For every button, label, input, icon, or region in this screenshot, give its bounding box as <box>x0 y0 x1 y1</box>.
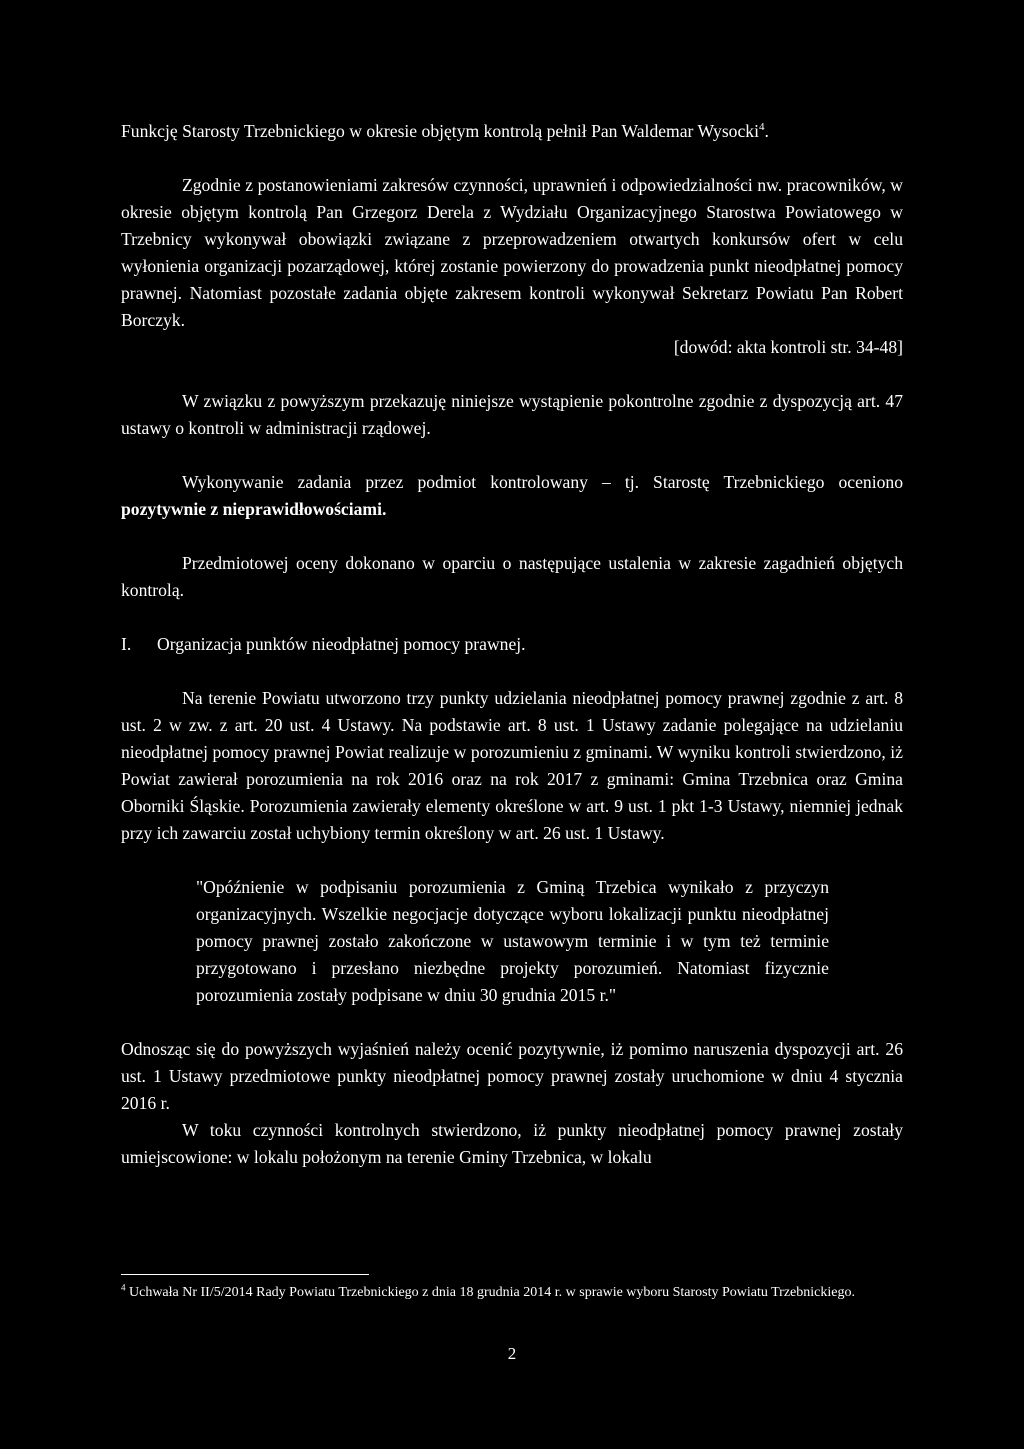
section-number: I. <box>121 634 132 654</box>
paragraph-responsibilities: Zgodnie z postanowieniami zakresów czynności, uprawnień i odpowiedzialności nw. pracowników, w okresie objętym kontrolą Pan Grzegorz Derela z Wydziału Organizacyjnego Starostwa Powiatowego w Trzebnicy wykonywał obowiązki związane z przeprowadzeniem otwartych konkursów ofert w celu wyłonienia organizacji pozarządowej, której zostanie powierzony do prowadzenia punkt nieodpłatnej pomocy prawnej. Natomiast pozostałe zadania objęte zakresem kontroli wykonywał Sekretarz Powiatu Pan Robert Borczyk. <box>121 175 903 330</box>
footnote-number: 4 <box>121 1282 126 1293</box>
footnote-text: Uchwała Nr II/5/2014 Rady Powiatu Trzebnickiego z dnia 18 grudnia 2014 r. w sprawie wyboru Starosty Powiatu Trzebnickiego. <box>129 1285 855 1300</box>
page-number: 2 <box>507 1344 517 1363</box>
paragraph-starosta-text: Funkcję Starosty Trzebnickiego w okresie objętym kontrolą pełnił Pan Waldemar Wysocki <box>121 121 759 141</box>
section-title: Organizacja punktów nieodpłatnej pomocy prawnej. <box>157 634 526 654</box>
paragraph-location: W toku czynności kontrolnych stwierdzono, iż punkty nieodpłatnej pomocy prawnej zostały umiejscowione: w lokalu położonym na terenie Gminy Trzebnica, w lokalu <box>121 1120 903 1167</box>
paragraph-assessment <box>121 469 903 523</box>
assessment-text: Wykonywanie zadania przez podmiot kontrolowany – tj. Starostę Trzebnickiego oceniono <box>182 472 903 492</box>
paragraph-starosta <box>121 118 903 145</box>
section-heading <box>121 631 903 658</box>
footnotes <box>121 1274 903 1303</box>
footnote-item <box>121 1283 903 1303</box>
paragraph-basis: Przedmiotowej oceny dokonano w oparciu o następujące ustalenia w zakresie zagadnień objętych kontrolą. <box>121 553 903 600</box>
paragraph-transmission: W związku z powyższym przekazuję niniejsze wystąpienie pokontrolne zgodnie z dyspozycją art. 47 ustawy o kontroli w administracji rządowej. <box>121 391 903 438</box>
footnote-divider <box>121 1274 369 1275</box>
paragraph-points: Na terenie Powiatu utworzono trzy punkty udzielania nieodpłatnej pomocy prawnej zgodnie z art. 8 ust. 2 w zw. z art. 20 ust. 4 Ustawy. Na podstawie art. 8 ust. 1 Ustawy zadanie polegające na udzielaniu nieodpłatnej pomocy prawnej Powiat realizuje w porozumieniu z gminami. W wyniku kontroli stwierdzono, iż Powiat zawierał porozumienia na rok 2016 oraz na rok 2017 z gminami: Gmina Trzebnica oraz Gmina Oborniki Śląskie. Porozumienia zawierały elementy określone w art. 9 ust. 1 pkt 1-3 Ustawy, niemniej jednak przy ich zawarciu został uchybiony termin określony w art. 26 ust. 1 Ustawy. <box>121 688 903 843</box>
paragraph-conclusion: Odnosząc się do powyższych wyjaśnień należy ocenić pozytywnie, iż pomimo naruszenia dyspozycji art. 26 ust. 1 Ustawy przedmiotowe punkty nieodpłatnej pomocy prawnej zostały uruchomione w dniu 4 stycznia 2016 r. <box>121 1039 903 1113</box>
assessment-result: pozytywnie z nieprawidłowościami. <box>121 499 387 519</box>
document-body <box>121 118 903 1171</box>
footnote-ref: 4 <box>758 121 765 134</box>
evidence-reference: [dowód: akta kontroli str. 34-48] <box>673 337 903 357</box>
paragraph-starosta-end: . <box>764 121 769 141</box>
explanation-quote: "Opóźnienie w podpisaniu porozumienia z Gminą Trzebica wynikało z przyczyn organizacyjnych. Wszelkie negocjacje dotyczące wyboru lokalizacji punktu nieodpłatnej pomocy prawnej zostało zakończone w ustawowym terminie i w tym też terminie przygotowano i przesłano niezbędne projekty porozumień. Natomiast fizycznie porozumienia zostały podpisane w dniu 30 grudnia 2015 r." <box>196 877 829 1005</box>
